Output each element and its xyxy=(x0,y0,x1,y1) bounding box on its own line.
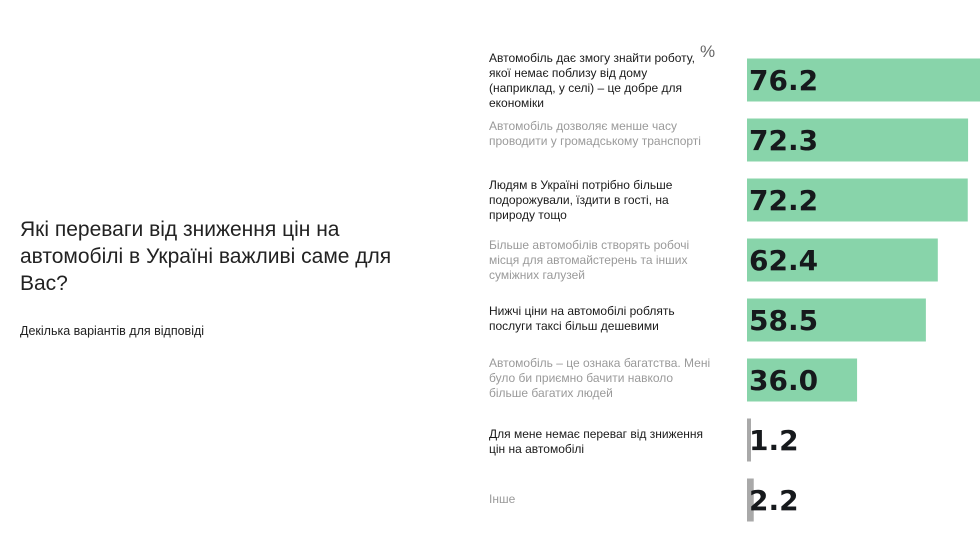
category-label: Людям в Україні потрібно більше подорожували, їздити в гості, на природу тощо xyxy=(489,178,673,222)
data-label: 76.2 xyxy=(749,64,819,97)
category-label: Автомобіль дозволяє менше часу проводити у громадському транспорті xyxy=(489,119,701,148)
category-label: Більше автомобілів створять робочі місця для автомайстерень та інших суміжних галузей xyxy=(489,238,690,282)
category-label: Для мене немає переваг від зниження цін на автомобілі xyxy=(489,427,704,456)
category-label: Нижчі ціни на автомобілі роблять послуги таксі більш дешевими xyxy=(489,304,675,333)
category-label: Автомобіль дає змогу знайти роботу, якої немає поблизу від дому (наприклад, у селі) – це добре для економіки xyxy=(489,51,695,110)
data-label: 1.2 xyxy=(749,424,799,457)
data-label: 36.0 xyxy=(749,364,819,397)
unit-label: % xyxy=(700,42,716,61)
category-label: Автомобіль – це ознака багатства. Мені було би приємно бачити навколо більше багатих людей xyxy=(489,356,711,400)
data-label: 62.4 xyxy=(749,244,819,277)
category-label: Інше xyxy=(489,492,516,506)
chart-title: Які переваги від зниження цін на автомобілі в Україні важливі саме для Вас? xyxy=(20,218,392,295)
data-label: 72.3 xyxy=(749,124,819,157)
chart-subtitle: Декілька варіантів для відповіді xyxy=(20,324,205,338)
data-label: 58.5 xyxy=(749,304,819,337)
data-label: 72.2 xyxy=(749,184,819,217)
data-label: 2.2 xyxy=(749,484,799,517)
